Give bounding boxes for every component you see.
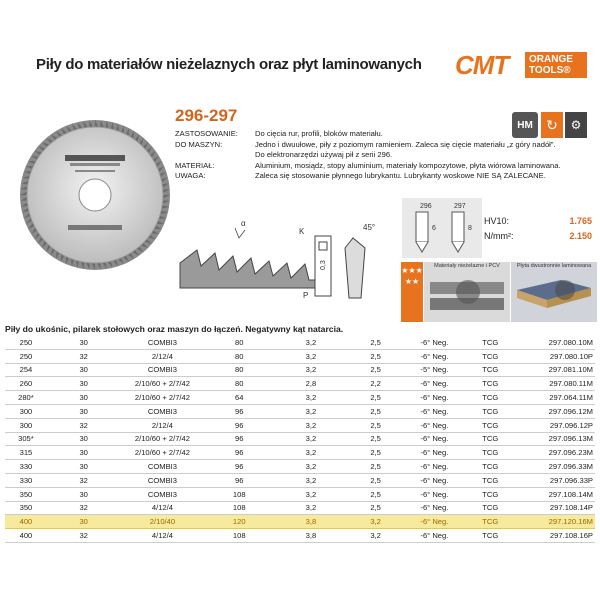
table-subtitle: Piły do ukośnic, pilarek stołowych oraz maszyn do łączeń. Negatywny kąt natarcia. bbox=[5, 324, 344, 334]
table-cell: 32 bbox=[47, 418, 121, 432]
logo-sub: ORANGE TOOLS® bbox=[525, 52, 587, 78]
table-row bbox=[5, 501, 595, 515]
page-title: Piły do materiałów nieżelaznych oraz płyt laminowanych bbox=[36, 56, 422, 73]
table-cell: 297.080.10M bbox=[515, 336, 595, 349]
table-cell: 96 bbox=[204, 404, 274, 418]
table-row bbox=[5, 515, 595, 529]
table-cell: 96 bbox=[204, 473, 274, 487]
table-cell: 3,2 bbox=[274, 446, 348, 460]
table-cell: 2/10/60 + 2/7/42 bbox=[121, 432, 205, 446]
table-cell: 315 bbox=[5, 446, 47, 460]
table-cell: 3,2 bbox=[274, 460, 348, 474]
table-cell: 297.080.10P bbox=[515, 349, 595, 363]
table-cell: 3,2 bbox=[274, 487, 348, 501]
hm-badge: HM bbox=[512, 112, 538, 138]
table-cell: 30 bbox=[47, 460, 121, 474]
alpha-label: α bbox=[241, 219, 246, 228]
table-cell: -6° Neg. bbox=[404, 515, 466, 529]
info-row bbox=[175, 129, 565, 140]
table-cell: TCG bbox=[465, 501, 515, 515]
table-cell: 3,2 bbox=[348, 515, 404, 529]
table-cell: 350 bbox=[5, 487, 47, 501]
k-label: K bbox=[299, 227, 305, 236]
table-cell: 80 bbox=[204, 363, 274, 377]
table-cell: 2/10/60 + 2/7/42 bbox=[121, 391, 205, 405]
hardness-values bbox=[484, 214, 592, 244]
table-cell: 32 bbox=[47, 501, 121, 515]
table-cell: 254 bbox=[5, 363, 47, 377]
table-cell: 96 bbox=[204, 418, 274, 432]
table-cell: COMBI3 bbox=[121, 404, 205, 418]
d03-label: 0,3 bbox=[320, 260, 327, 270]
table-cell: TCG bbox=[465, 404, 515, 418]
table-cell: 300 bbox=[5, 404, 47, 418]
table-cell: 260 bbox=[5, 377, 47, 391]
hardness-label: HV10: bbox=[484, 216, 510, 226]
table-row bbox=[5, 336, 595, 349]
table-cell: TCG bbox=[465, 418, 515, 432]
table-row bbox=[5, 487, 595, 501]
table-cell: TCG bbox=[465, 460, 515, 474]
info-key: MATERIAŁ: bbox=[175, 160, 215, 170]
table-cell: 297.108.14P bbox=[515, 501, 595, 515]
table-cell: 2,5 bbox=[348, 404, 404, 418]
info-value: Zaleca się stosowanie płynnego lubrykantu. Lubrykanty woskowe NIE SĄ ZALECANE. bbox=[255, 171, 546, 181]
table-cell: 30 bbox=[47, 391, 121, 405]
info-value: Jedno i dwuułowe, piły z poziomym ramieniem. Zaleca się cięcie materiału „z góry nadół”. bbox=[255, 139, 556, 149]
material-laminate bbox=[511, 262, 597, 322]
table-cell: TCG bbox=[465, 349, 515, 363]
table-row bbox=[5, 529, 595, 543]
table-cell: 300 bbox=[5, 418, 47, 432]
info-key: UWAGA: bbox=[175, 171, 206, 181]
table-cell: 30 bbox=[47, 363, 121, 377]
table-cell: 297.120.16M bbox=[515, 515, 595, 529]
table-cell: 297.108.16P bbox=[515, 529, 595, 543]
table-cell: 3,2 bbox=[348, 529, 404, 543]
table-cell: 80 bbox=[204, 336, 274, 349]
table-cell: 2/12/4 bbox=[121, 418, 205, 432]
table-cell: 297.081.10M bbox=[515, 363, 595, 377]
table-cell: 400 bbox=[5, 529, 47, 543]
table-cell: 30 bbox=[47, 377, 121, 391]
info-key bbox=[175, 150, 255, 161]
series-profile-diagram bbox=[402, 198, 482, 258]
table-cell: TCG bbox=[465, 529, 515, 543]
info-row bbox=[175, 171, 565, 182]
table-cell: 250 bbox=[5, 349, 47, 363]
table-cell: COMBI3 bbox=[121, 363, 205, 377]
table-cell: 2/10/60 + 2/7/42 bbox=[121, 377, 205, 391]
table-cell: COMBI3 bbox=[121, 336, 205, 349]
table-cell: 96 bbox=[204, 460, 274, 474]
table-cell: 2,5 bbox=[348, 432, 404, 446]
table-cell: 2,2 bbox=[348, 377, 404, 391]
table-cell: 3,8 bbox=[274, 515, 348, 529]
cut-direction-icon: ↻ bbox=[541, 112, 563, 138]
hardness-label: N/mm²: bbox=[484, 231, 514, 241]
table-cell: 3,2 bbox=[274, 349, 348, 363]
table-cell: -6° Neg. bbox=[404, 377, 466, 391]
table-cell: 3,2 bbox=[274, 363, 348, 377]
table-cell: 80 bbox=[204, 349, 274, 363]
cmt-logo bbox=[455, 46, 587, 86]
table-cell: 3,2 bbox=[274, 404, 348, 418]
table-cell: 2,5 bbox=[348, 446, 404, 460]
table-cell: 30 bbox=[47, 336, 121, 349]
table-cell: 30 bbox=[47, 432, 121, 446]
table-cell: 3,2 bbox=[274, 473, 348, 487]
table-cell: 297.096.12M bbox=[515, 404, 595, 418]
info-value: Do elektronarzędzi używaj pił z serii 296. bbox=[255, 150, 393, 160]
table-row bbox=[5, 404, 595, 418]
table-cell: 32 bbox=[47, 529, 121, 543]
table-cell: 80 bbox=[204, 377, 274, 391]
machine-icon: ⚙ bbox=[565, 112, 587, 138]
table-cell: 32 bbox=[47, 349, 121, 363]
table-row bbox=[5, 363, 595, 377]
table-cell: 30 bbox=[47, 446, 121, 460]
table-cell: 30 bbox=[47, 404, 121, 418]
table-row bbox=[5, 473, 595, 487]
table-cell: 2,5 bbox=[348, 336, 404, 349]
product-code: 296-297 bbox=[175, 106, 238, 125]
angle45-label: 45° bbox=[363, 223, 376, 232]
table-row bbox=[5, 391, 595, 405]
table-cell: 108 bbox=[204, 501, 274, 515]
material-label: Płyta dwustronnie laminowana bbox=[516, 263, 592, 269]
table-cell: 3,2 bbox=[274, 501, 348, 515]
table-row bbox=[5, 432, 595, 446]
table-cell: 297.096.33P bbox=[515, 473, 595, 487]
table-cell: 2,5 bbox=[348, 363, 404, 377]
table-cell: 297.064.11M bbox=[515, 391, 595, 405]
table-cell: 3,8 bbox=[274, 529, 348, 543]
info-key: ZASTOSOWANIE: bbox=[175, 129, 238, 138]
info-row bbox=[175, 161, 565, 172]
table-cell: 305* bbox=[5, 432, 47, 446]
table-cell: COMBI3 bbox=[121, 473, 205, 487]
table-cell: 30 bbox=[47, 515, 121, 529]
table-cell: 250 bbox=[5, 336, 47, 349]
table-row bbox=[5, 446, 595, 460]
table-cell: -6° Neg. bbox=[404, 349, 466, 363]
table-cell: 2/10/60 + 2/7/42 bbox=[121, 446, 205, 460]
table-row bbox=[5, 377, 595, 391]
table-row bbox=[5, 418, 595, 432]
table-cell: -6° Neg. bbox=[404, 418, 466, 432]
table-cell: 108 bbox=[204, 487, 274, 501]
table-cell: 330 bbox=[5, 473, 47, 487]
info-row bbox=[175, 150, 565, 161]
info-row bbox=[175, 140, 565, 151]
table-cell: -5° Neg. bbox=[404, 363, 466, 377]
table-cell: TCG bbox=[465, 446, 515, 460]
table-cell: 3,2 bbox=[274, 336, 348, 349]
table-cell: -6° Neg. bbox=[404, 446, 466, 460]
table-cell: 120 bbox=[204, 515, 274, 529]
table-cell: 96 bbox=[204, 432, 274, 446]
table-cell: 2,8 bbox=[274, 377, 348, 391]
table-cell: -6° Neg. bbox=[404, 391, 466, 405]
table-cell: 30 bbox=[47, 487, 121, 501]
hardness-value: 2.150 bbox=[569, 231, 592, 241]
table-cell: 96 bbox=[204, 446, 274, 460]
table-cell: 350 bbox=[5, 501, 47, 515]
table-cell: -6° Neg. bbox=[404, 501, 466, 515]
table-cell: 64 bbox=[204, 391, 274, 405]
table-cell: COMBI3 bbox=[121, 487, 205, 501]
tooth-geometry-diagram bbox=[175, 208, 400, 308]
p-label: P bbox=[303, 291, 309, 300]
table-cell: 2,5 bbox=[348, 460, 404, 474]
material-label: Materiały nieżelazne i PCV bbox=[434, 263, 500, 269]
table-cell: 4/12/4 bbox=[121, 501, 205, 515]
hardness-value: 1.765 bbox=[569, 216, 592, 226]
table-cell: 2,5 bbox=[348, 349, 404, 363]
table-cell: 2,5 bbox=[348, 473, 404, 487]
table-cell: 108 bbox=[204, 529, 274, 543]
product-info bbox=[175, 129, 565, 182]
table-cell: -6° Neg. bbox=[404, 336, 466, 349]
table-cell: 3,2 bbox=[274, 432, 348, 446]
table-cell: TCG bbox=[465, 336, 515, 349]
table-cell: TCG bbox=[465, 377, 515, 391]
logo-brand: CMT bbox=[455, 50, 509, 80]
table-cell: -6° Neg. bbox=[404, 460, 466, 474]
table-cell: TCG bbox=[465, 515, 515, 529]
table-cell: 297.080.11M bbox=[515, 377, 595, 391]
table-cell: 297.096.23M bbox=[515, 446, 595, 460]
table-cell: -6° Neg. bbox=[404, 529, 466, 543]
profile-image bbox=[424, 262, 510, 322]
table-cell: 330 bbox=[5, 460, 47, 474]
info-value: Aluminium, mosiądz, stopy aluminium, materiały kompozytowe, płyta wiórowa laminowana. bbox=[255, 160, 561, 170]
table-cell: 2,5 bbox=[348, 501, 404, 515]
table-cell: 400 bbox=[5, 515, 47, 529]
table-cell: 2/12/4 bbox=[121, 349, 205, 363]
table-cell: COMBI3 bbox=[121, 460, 205, 474]
table-cell: 2/10/40 bbox=[121, 515, 205, 529]
table-cell: 2,5 bbox=[348, 418, 404, 432]
info-key: DO MASZYN: bbox=[175, 139, 223, 149]
n8-label: 8 bbox=[468, 225, 472, 232]
laminate-image bbox=[511, 262, 597, 322]
table-cell: 3,2 bbox=[274, 418, 348, 432]
table-cell: TCG bbox=[465, 487, 515, 501]
hardness-row bbox=[484, 229, 592, 244]
table-row bbox=[5, 460, 595, 474]
rating-stars: ★★★★★ bbox=[401, 262, 423, 322]
table-cell: -6° Neg. bbox=[404, 487, 466, 501]
material-nonferrous bbox=[424, 262, 510, 322]
table-row bbox=[5, 349, 595, 363]
table-cell: 297.096.12P bbox=[515, 418, 595, 432]
table-cell: TCG bbox=[465, 391, 515, 405]
table-cell: 2,5 bbox=[348, 487, 404, 501]
table-cell: -6° Neg. bbox=[404, 404, 466, 418]
saw-blade-image bbox=[20, 100, 170, 290]
table-cell: 280* bbox=[5, 391, 47, 405]
info-value: Do cięcia rur, profili, bloków materiału. bbox=[255, 129, 383, 138]
table-cell: 32 bbox=[47, 473, 121, 487]
table-cell: 297.096.13M bbox=[515, 432, 595, 446]
table-cell: TCG bbox=[465, 432, 515, 446]
table-cell: TCG bbox=[465, 363, 515, 377]
hardness-row bbox=[484, 214, 592, 229]
product-table bbox=[5, 336, 595, 543]
table-cell: 297.096.33M bbox=[515, 460, 595, 474]
table-cell: 2,5 bbox=[348, 391, 404, 405]
table-cell: 297.108.14M bbox=[515, 487, 595, 501]
series296-label: 296 bbox=[420, 203, 432, 210]
series297-label: 297 bbox=[454, 203, 466, 210]
table-cell: 3,2 bbox=[274, 391, 348, 405]
table-cell: -6° Neg. bbox=[404, 432, 466, 446]
table-cell: 4/12/4 bbox=[121, 529, 205, 543]
n6-label: 6 bbox=[432, 225, 436, 232]
table-cell: -6° Neg. bbox=[404, 473, 466, 487]
table-cell: TCG bbox=[465, 473, 515, 487]
